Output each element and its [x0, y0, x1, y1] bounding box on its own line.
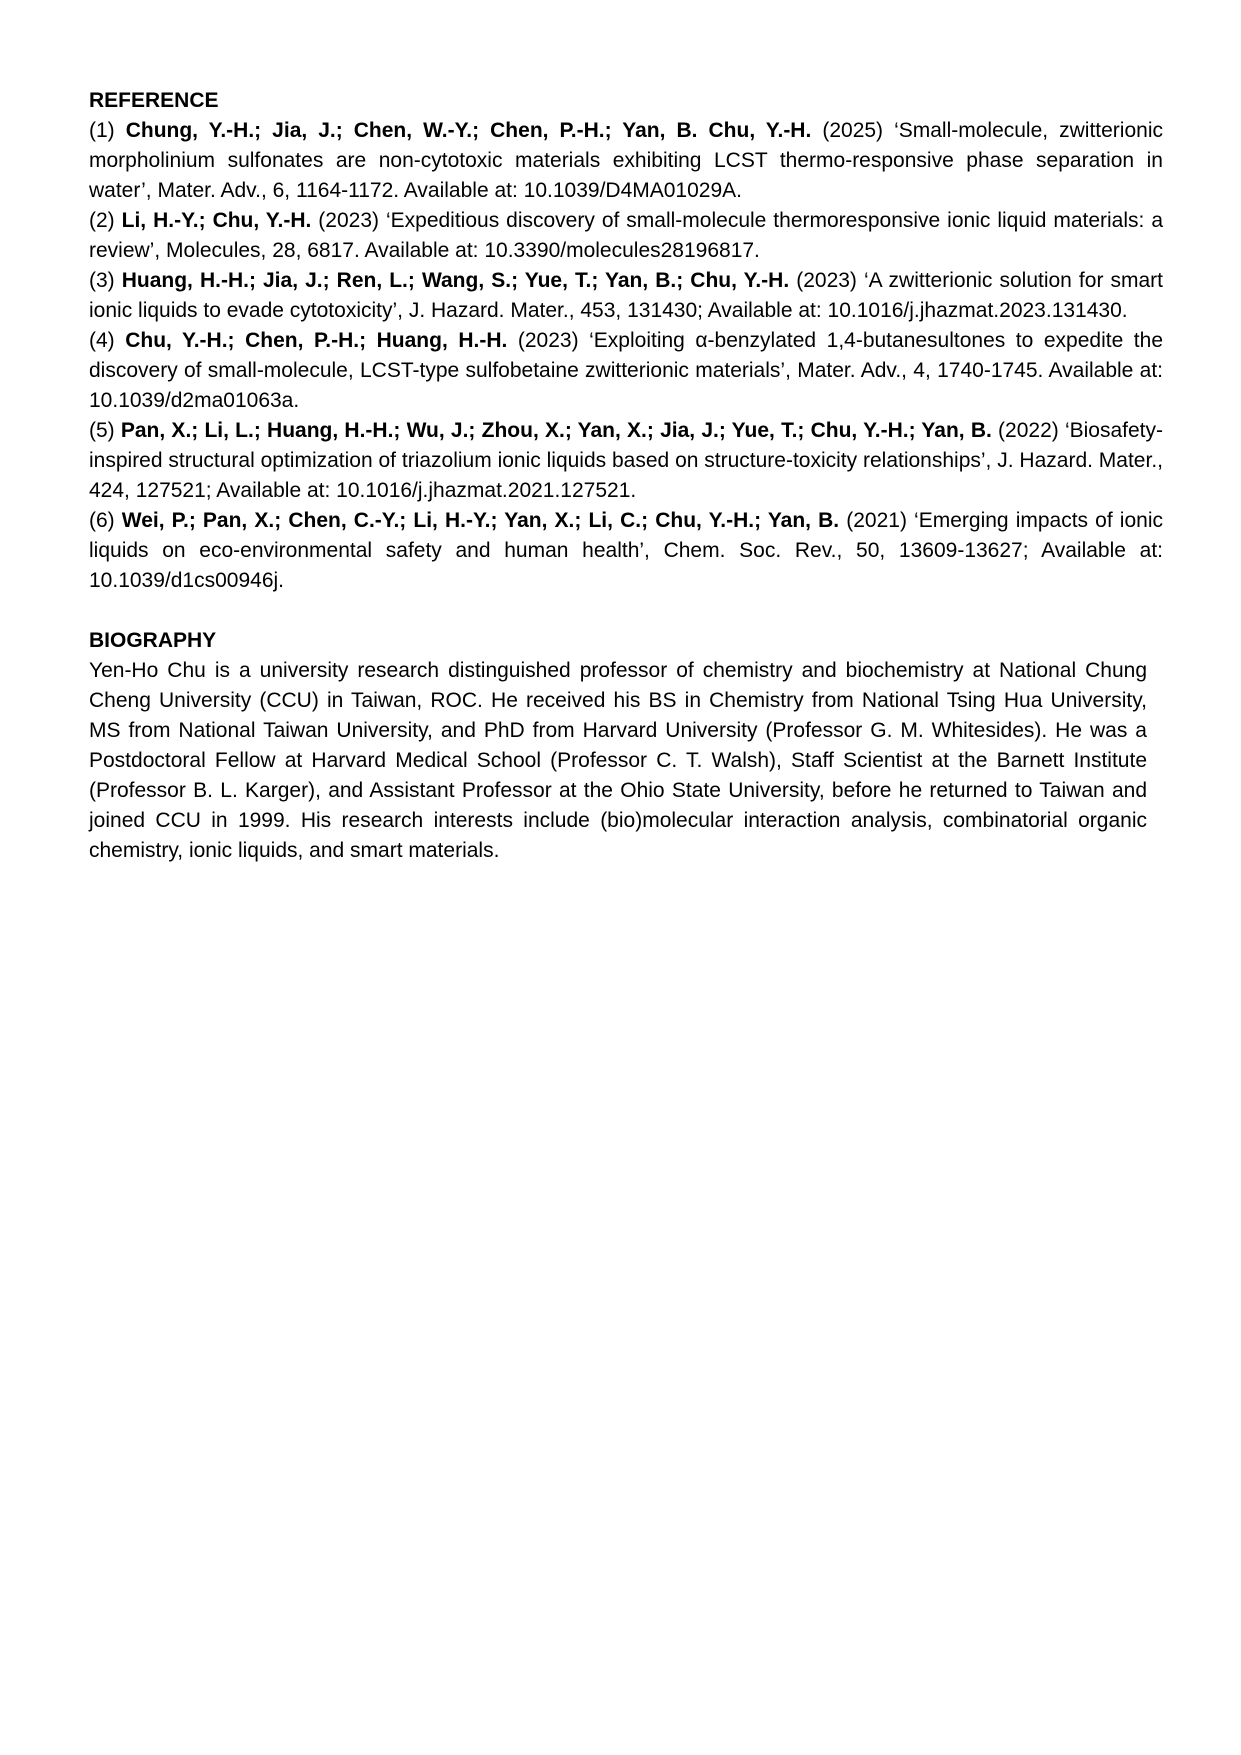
document-page [89, 86, 1163, 866]
biography-heading: BIOGRAPHY [89, 629, 217, 652]
reference-citation: (2022) ‘Biosafety-inspired structural optimization of triazolium ionic liquids based on structure-toxicity relationships’, J. Hazard. Mater., 424, 127521; Available at: 10.1016/j.jhazmat.2021.127521. [89, 419, 1163, 502]
reference-item-4 [89, 326, 1163, 416]
reference-section [89, 86, 1163, 596]
reference-number: (6) [89, 509, 122, 532]
reference-authors: Chu, Y.-H.; Chen, P.-H.; Huang, H.-H. [125, 329, 508, 352]
reference-list [89, 116, 1163, 596]
reference-authors: Wei, P.; Pan, X.; Chen, C.-Y.; Li, H.-Y.; Yan, X.; Li, C.; Chu, Y.-H.; Yan, B. [121, 509, 840, 532]
reference-citation: (2023) ‘Exploiting α-benzylated 1,4-butanesultones to expedite the discovery of small-molecule, LCST-type sulfobetaine zwitterionic materials’, Mater. Adv., 4, 1740-1745. Available at: 10.1039/d2ma01063a. [89, 329, 1164, 412]
reference-authors: Li, H.-Y.; Chu, Y.-H. [121, 209, 312, 232]
reference-item-6 [89, 506, 1163, 596]
reference-authors: Chung, Y.-H.; Jia, J.; Chen, W.-Y.; Chen, P.-H.; Yan, B. Chu, Y.-H. [125, 119, 812, 142]
reference-item-5 [89, 416, 1163, 506]
reference-heading: REFERENCE [89, 89, 219, 112]
reference-number: (2) [89, 209, 122, 232]
reference-citation: (2023) ‘Expeditious discovery of small-molecule thermoresponsive ionic liquid materials: a review’, Molecules, 28, 6817. Available at: 10.3390/molecules28196817. [89, 209, 1164, 262]
reference-citation: (2023) ‘A zwitterionic solution for smart ionic liquids to evade cytotoxicity’, J. Hazard. Mater., 453, 131430; Available at: 10.1016/j.jhazmat.2023.131430. [89, 269, 1163, 322]
reference-number: (1) [89, 119, 126, 142]
reference-authors: Pan, X.; Li, L.; Huang, H.-H.; Wu, J.; Zhou, X.; Yan, X.; Jia, J.; Yue, T.; Chu, Y.-H.; Yan, B. [120, 419, 992, 442]
biography-text: Yen-Ho Chu is a university research distinguished professor of chemistry and biochemistry at National Chung Cheng University (CCU) in Taiwan, ROC. He received his BS in Chemistry from National Tsing Hua University, MS from National Taiwan University, and PhD from Harvard University (Professor G. M. Whitesides). He was a Postdoctoral Fellow at Harvard Medical School (Professor C. T. Walsh), Staff Scientist at the Barnett Institute (Professor B. L. Karger), and Assistant Professor at the Ohio State University, before he returned to Taiwan and joined CCU in 1999. His research interests include (bio)molecular interaction analysis, combinatorial organic chemistry, ionic liquids, and smart materials. [89, 659, 1147, 862]
reference-number: (4) [89, 329, 126, 352]
reference-item-3 [89, 266, 1163, 326]
reference-citation: (2021) ‘Emerging impacts of ionic liquids on eco-environmental safety and human health’, Chem. Soc. Rev., 50, 13609-13627; Available at: 10.1039/d1cs00946j. [89, 509, 1163, 592]
reference-authors: Huang, H.-H.; Jia, J.; Ren, L.; Wang, S.; Yue, T.; Yan, B.; Chu, Y.-H. [121, 269, 790, 292]
reference-citation: (2025) ‘Small-molecule, zwitterionic morpholinium sulfonates are non-cytotoxic materials exhibiting LCST thermo-responsive phase separation in water’, Mater. Adv., 6, 1164-1172. Available at: 10.1039/D4MA01029A. [89, 119, 1163, 202]
biography-section [89, 626, 1163, 866]
reference-number: (5) [89, 419, 121, 442]
reference-item-2 [89, 206, 1163, 266]
reference-item-1 [89, 116, 1163, 206]
reference-number: (3) [89, 269, 122, 292]
